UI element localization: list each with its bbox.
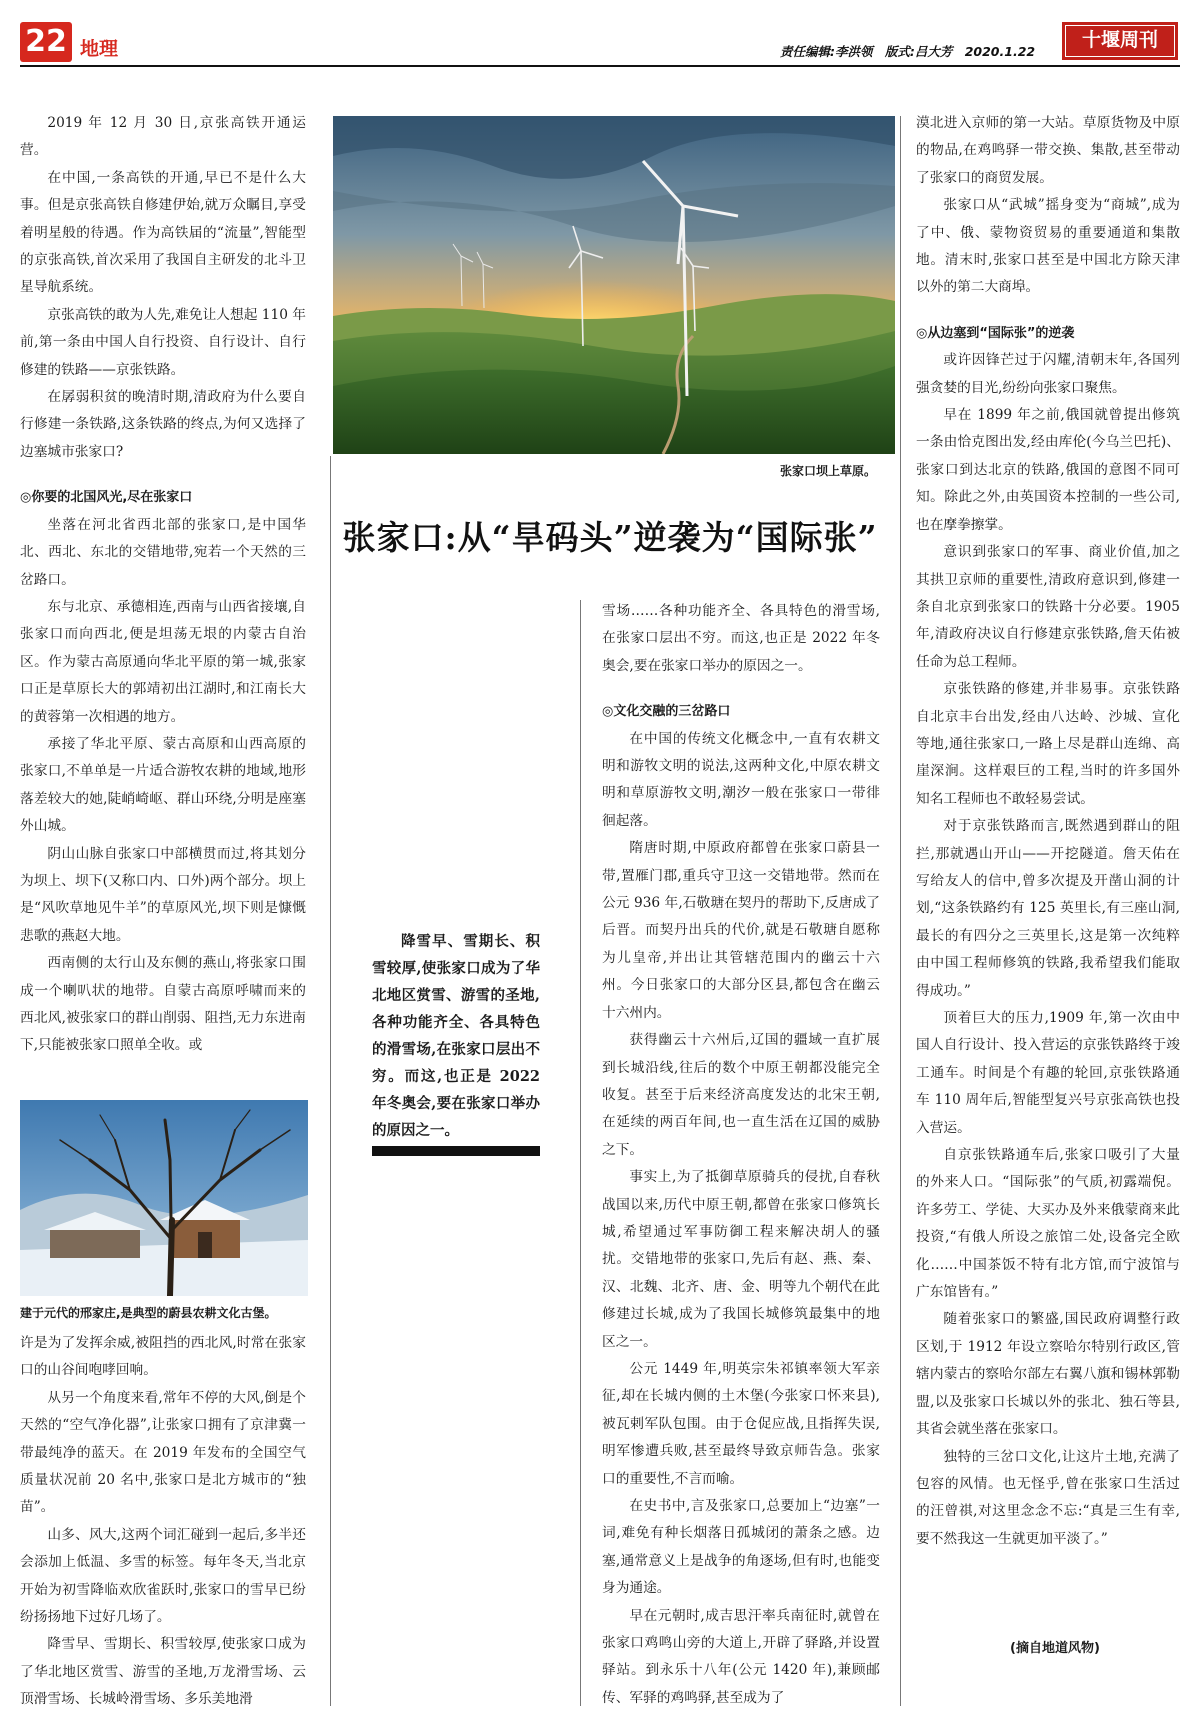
paragraph: 从另一个角度来看,常年不停的大风,倒是个天然的“空气净化器”,让张家口拥有了京津冀一带最纯净的蓝天。在 2019 年发布的全国空气质量状况前 20 名中,张家口是北方城市的“独苗”。 [20, 1389, 306, 1516]
paragraph: 2019 年 12 月 30 日,京张高铁开通运营。 [20, 115, 306, 159]
masthead-text: 十堰周刊 [1065, 25, 1175, 57]
column-3 [916, 110, 1180, 1553]
snowy-village-image [20, 1100, 308, 1296]
paragraph: 西南侧的太行山及东侧的燕山,将张家口围成一个喇叭状的地带。自蒙古高原呼啸而来的西北风,被张家口的群山削弱、阻挡,无力东进南下,只能被张家口照单全收。或 [20, 955, 306, 1054]
editor-info [780, 42, 1043, 60]
paragraph: 自京张铁路通车后,张家口吸引了大量的外来人口。“国际张”的气质,初露端倪。许多劳工、学徒、大买办及外来俄蒙商来此投资,“有俄人所设之旅馆二处,设备完全欧化……中国茶饭不特有北方馆,而宁波馆与广东馆皆有。” [916, 1147, 1180, 1301]
article-title: 张家口:从“旱码头”逆袭为“国际张” [342, 518, 878, 557]
pull-quote-bar [372, 1146, 540, 1156]
paragraph: 张家口从“武城”摇身变为“商城”,成为了中、俄、蒙物资贸易的重要通道和集散地。清末时,张家口甚至是中国北方除天津以外的第二大商埠。 [916, 197, 1180, 296]
paragraph: 顶着巨大的压力,1909 年,第一次由中国人自行设计、投入营运的京张铁路终于竣工通车。时间是个有趣的轮回,京张铁路通车 110 周年后,智能型复兴号京张高铁也投入营运。 [916, 1010, 1180, 1136]
paragraph: 获得幽云十六州后,辽国的疆域一直扩展到长城沿线,往后的数个中原王朝都没能完全收复。甚至于后来经济高度发达的北宋王朝,在延续的两百年间,也一直生活在辽国的威胁之下。 [602, 1032, 880, 1158]
paragraph: 随着张家口的繁盛,国民政府调整行政区划,于 1912 年设立察哈尔特别行政区,管辖内蒙古的察哈尔部左右翼八旗和锡林郭勒盟,以及张家口长城以外的张北、独石等县,其省会就坐落在张家口。 [916, 1311, 1180, 1438]
column-2 [602, 598, 880, 1712]
main-photo [333, 116, 895, 454]
pull-quote [372, 928, 540, 1144]
secondary-photo-caption: 建于元代的邢家庄,是典型的蔚县农耕文化古堡。 [20, 1306, 277, 1320]
page-number: 22 [20, 22, 72, 62]
header-rule [20, 65, 1180, 67]
paragraph: 在孱弱积贫的晚清时期,清政府为什么要自行修建一条铁路,这条铁路的终点,为何又选择了边塞城市张家口? [20, 389, 306, 460]
paragraph: 在中国的传统文化概念中,一直有农耕文明和游牧文明的说法,这两种文化,中原农耕文明和草原游牧文明,潮汐一般在张家口一带徘徊起落。 [602, 730, 880, 829]
section-label: 地理 [80, 38, 119, 60]
paragraph: 早在元朝时,成吉思汗率兵南征时,就曾在张家口鸡鸣山旁的大道上,开辟了驿路,并设置驿站。到永乐十八年(公元 1420 年),兼顾邮传、军驿的鸡鸣驿,甚至成为了 [602, 1607, 880, 1706]
paragraph: 漠北进入京师的第一大站。草原货物及中原的物品,在鸡鸣驿一带交换、集散,甚至带动了张家口的商贸发展。 [916, 115, 1180, 186]
paragraph: 许是为了发挥余威,被阻挡的西北风,时常在张家口的山谷间咆哮回响。 [20, 1335, 306, 1379]
paragraph: 在中国,一条高铁的开通,早已不是什么大事。但是京张高铁自修建伊始,就万众瞩目,享受着明星般的待遇。作为高铁届的“流量”,智能型的京张高铁,首次采用了我国自主研发的北斗卫星导航系统。 [20, 169, 306, 296]
paragraph: 对于京张铁路而言,既然遇到群山的阻拦,那就遇山开山——开挖隧道。詹天佑在写给友人的信中,曾多次提及开凿山洞的计划,“这条铁路约有 125 英里长,有三座山洞,最长的有四分之三英里长,这是第一次纯粹由中国工程师修筑的铁路,我希望我们能取得成功。” [916, 818, 1180, 999]
paragraph: 或许因锋芒过于闪耀,清朝末年,各国列强贪婪的目光,纷纷向张家口聚焦。 [916, 352, 1180, 396]
paragraph: 早在 1899 年之前,俄国就曾提出修筑一条由恰克图出发,经由库伦(今乌兰巴托)、张家口到达北京的铁路,俄国的意图不同可知。除此之外,由英国资本控制的一些公司,也在摩拳擦掌。 [916, 407, 1180, 533]
paragraph: 山多、风大,这两个词汇碰到一起后,多半还会添加上低温、多雪的标签。每年冬天,当北京开始为初雪降临欢欣雀跃时,张家口的雪早已纷纷扬扬地下过好几场了。 [20, 1526, 306, 1626]
secondary-photo [20, 1100, 308, 1296]
section-heading: ◎文化交融的三岔路口 [602, 704, 731, 720]
paragraph: 在史书中,言及张家口,总要加上“边塞”一词,难免有种长烟落日孤城闭的萧条之感。边塞,通常意义上是战争的角逐场,但有时,也能变身为通途。 [602, 1498, 880, 1597]
editor-credit: 责任编辑:李洪领 [780, 44, 873, 59]
wind-turbine-grassland-image [333, 116, 895, 454]
paragraph: 承接了华北平原、蒙古高原和山西高原的张家口,不单单是一片适合游牧农耕的地域,地形落差较大的她,陡峭崎岖、群山环绕,分明是座塞外山城。 [20, 735, 306, 835]
layout-credit: 版式:吕大芳 [884, 44, 953, 59]
column-1-top [20, 110, 306, 1060]
column-divider-left [330, 456, 331, 1706]
paragraph: 意识到张家口的军事、商业价值,加之其拱卫京师的重要性,清政府意识到,修建一条自北京到张家口的铁路十分必要。1905 年,清政府决议自行修建京张铁路,詹天佑被任命为总工程师。 [916, 544, 1180, 670]
issue-date: 2020.1.22 [964, 44, 1036, 59]
paragraph: 降雪早、雪期长、积雪较厚,使张家口成为了华北地区赏雪、游雪的圣地,万龙滑雪场、云顶滑雪场、长城岭滑雪场、多乐美地滑 [20, 1636, 306, 1708]
section-heading: ◎从边塞到“国际张”的逆袭 [916, 325, 1075, 341]
paragraph: 东与北京、承德相连,西南与山西省接壤,自张家口而向西北,便是坦荡无垠的内蒙古自治区。作为蒙古高原通向华北平原的第一城,张家口正是草原长大的郭靖初出江湖时,和江南长大的黄蓉第一次相遇的地方。 [20, 598, 306, 725]
article-source: (摘自地道风物) [1010, 1641, 1100, 1656]
column-divider-middle [580, 600, 581, 1706]
paragraph: 坐落在河北省西北部的张家口,是中国华北、西北、东北的交错地带,宛若一个天然的三岔路口。 [20, 516, 306, 588]
main-photo-caption: 张家口坝上草原。 [780, 464, 877, 478]
paragraph: 隋唐时期,中原政府都曾在张家口蔚县一带,置雁门郡,重兵守卫这一交错地带。然而在公元 936 年,石敬瑭在契丹的帮助下,反唐成了后晋。而契丹出兵的代价,就是石敬瑭自愿称为儿皇帝,并出让其管辖范围内的幽云十六州。今日张家口的大部分区县,都包含在幽云十六州内。 [602, 840, 880, 1021]
column-1-bottom [20, 1330, 306, 1714]
paragraph: 独特的三岔口文化,让这片土地,充满了包容的风情。也无怪乎,曾在张家口生活过的汪曾祺,对这里念念不忘:“真是三生有幸,要不然我这一生就更加平淡了。” [916, 1448, 1180, 1547]
section-heading: ◎你要的北国风光,尽在张家口 [20, 490, 193, 506]
paragraph: 事实上,为了抵御草原骑兵的侵扰,自春秋战国以来,历代中原王朝,都曾在张家口修筑长城,希望通过军事防御工程来解决胡人的骚扰。交错地带的张家口,先后有赵、燕、秦、汉、北魏、北齐、唐、金、明等九个朝代在此修建过长城,成为了我国长城修筑最集中的地区之一。 [602, 1169, 880, 1350]
paragraph: 京张铁路的修建,并非易事。京张铁路自北京丰台出发,经由八达岭、沙城、宣化等地,通往张家口,一路上尽是群山连绵、高崖深涧。这样艰巨的工程,当时的许多国外知名工程师也不敢轻易尝试。 [916, 681, 1180, 807]
masthead-logo [1062, 22, 1178, 60]
paragraph: 京张高铁的敢为人先,难免让人想起 110 年前,第一条由中国人自行投资、自行设计、自行修建的铁路——京张铁路。 [20, 306, 306, 378]
pull-quote-text: 降雪早、雪期长、积雪较厚,使张家口成为了华北地区赏雪、游雪的圣地,各种功能齐全、各具特色的滑雪场,在张家口层出不穷。而这,也正是 2022 年冬奥会,要在张家口举办的原因之一。 [372, 933, 540, 1139]
column-divider-right [900, 116, 901, 1706]
paragraph: 阴山山脉自张家口中部横贯而过,将其划分为坝上、坝下(又称口内、口外)两个部分。坝上是“风吹草地见牛羊”的草原风光,坝下则是慷慨悲歌的燕赵大地。 [20, 845, 306, 944]
paragraph: 雪场……各种功能齐全、各具特色的滑雪场,在张家口层出不穷。而这,也正是 2022 年冬奥会,要在张家口举办的原因之一。 [602, 603, 880, 674]
paragraph: 公元 1449 年,明英宗朱祁镇率领大军亲征,却在长城内侧的土木堡(今张家口怀来县),被瓦剌军队包围。由于仓促应战,且指挥失误,明军惨遭兵败,甚至最终导致京师告急。张家口的重要性,不言而喻。 [602, 1360, 880, 1487]
